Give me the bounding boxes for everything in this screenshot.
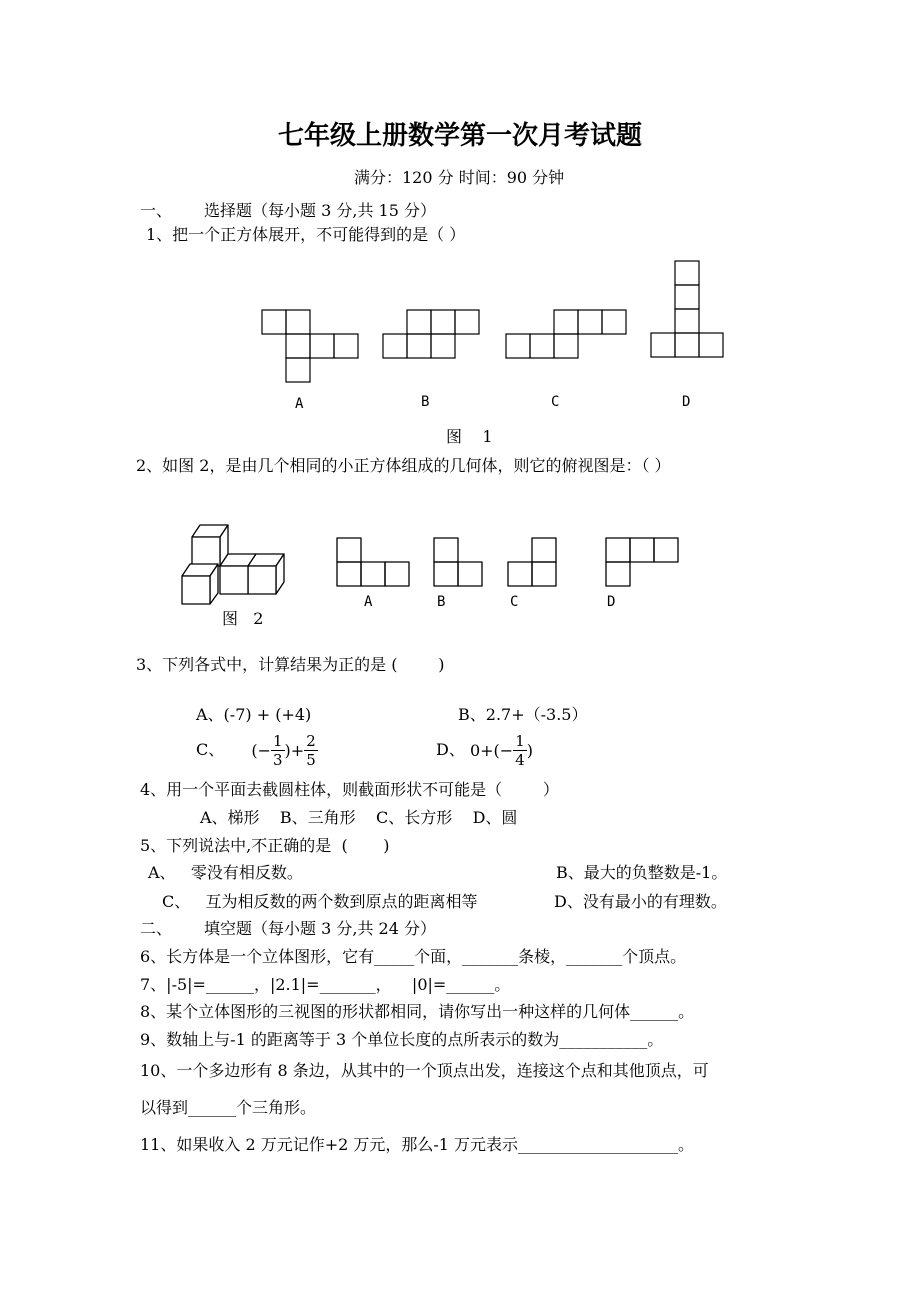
- figure-2-label-a: A: [364, 594, 373, 610]
- fraction-one-third: $\frac{1}{3}$: [273, 732, 283, 769]
- question-5-option-a: A、 零没有相反数。: [148, 863, 303, 882]
- section-1-number: 一、: [140, 201, 173, 220]
- fraction-one-fourth: $\frac{1}{4}$: [515, 732, 525, 769]
- question-4-options: A、梯形 B、三角形 C、长方形 D、圆: [200, 808, 518, 827]
- top-view-d: [606, 538, 678, 586]
- option-c-label: C、: [196, 740, 225, 759]
- top-view-a: [337, 538, 409, 586]
- figure-1-label-c: C: [551, 394, 560, 410]
- cube-solid: [182, 525, 284, 604]
- question-10-line-2: 以得到______个三角形。: [140, 1098, 317, 1117]
- figure-2-label-d: D: [607, 594, 616, 610]
- question-3-option-b: B、2.7+（-3.5）: [458, 705, 588, 724]
- question-11: 11、如果收入 2 万元记作+2 万元，那么-1 万元表示____________________。: [140, 1135, 695, 1154]
- figure-1-label-d: D: [682, 394, 691, 410]
- fraction-two-fifths: $\frac{2}{5}$: [306, 732, 316, 769]
- question-9: 9、数轴上与-1 的距离等于 3 个单位长度的点所表示的数为___________。: [140, 1030, 664, 1049]
- question-2: 2、如图 2，是由几个相同的小正方体组成的几何体，则它的俯视图是：（ ）: [136, 456, 671, 475]
- figure-2-label-c: C: [510, 594, 519, 610]
- figure-1-caption: 图 1: [446, 427, 493, 446]
- question-3-option-d: D、 0+(− $\frac{1}{4}$ ): [436, 732, 533, 769]
- figure-2-label-b: B: [437, 594, 446, 610]
- top-view-c: [508, 538, 556, 586]
- option-d-label: D、: [436, 740, 465, 759]
- question-3: 3、下列各式中，计算结果为正的是 ( ): [136, 655, 445, 674]
- score-time-info: 满分：120 分 时间：90 分钟: [354, 168, 565, 187]
- question-6: 6、长方体是一个立体图形，它有_____个面，_______条棱，_______个顶点。: [140, 947, 687, 966]
- top-view-b: [434, 538, 482, 586]
- question-5-option-d: D、没有最小的有理数。: [554, 892, 727, 911]
- question-10-line-1: 10、一个多边形有 8 条边，从其中的一个顶点出发，连接这个点和其他顶点，可: [140, 1061, 709, 1080]
- section-2-heading: 填空题（每小题 3 分,共 24 分）: [204, 919, 436, 938]
- figure-2-caption: 图 2: [222, 609, 264, 628]
- question-7: 7、|-5|=______，|2.1|=_______， |0|=______。: [140, 975, 511, 994]
- question-8: 8、某个立体图形的三视图的形状都相同，请你写出一种这样的几何体______。: [140, 1002, 695, 1021]
- page-title: 七年级上册数学第一次月考试题: [277, 121, 642, 151]
- section-1-heading: 选择题（每小题 3 分,共 15 分）: [204, 201, 436, 220]
- question-4: 4、用一个平面去截圆柱体，则截面形状不可能是（ ）: [140, 780, 559, 799]
- question-5-option-c: C、 互为相反数的两个数到原点的距离相等: [162, 892, 478, 911]
- question-3-option-c: C、 (− $\frac{1}{3}$ )+ $\frac{2}{5}$: [196, 732, 316, 769]
- question-3-option-a: A、(-7) + (+4): [196, 705, 312, 724]
- question-1: 1、把一个正方体展开，不可能得到的是（ ）: [146, 225, 466, 244]
- question-5: 5、下列说法中,不正确的是 ( ): [140, 836, 390, 855]
- figure-1-label-a: A: [295, 396, 304, 412]
- question-5-option-b: B、最大的负整数是-1。: [556, 863, 728, 882]
- section-2-number: 二、: [140, 919, 173, 938]
- figure-1-label-b: B: [421, 394, 430, 410]
